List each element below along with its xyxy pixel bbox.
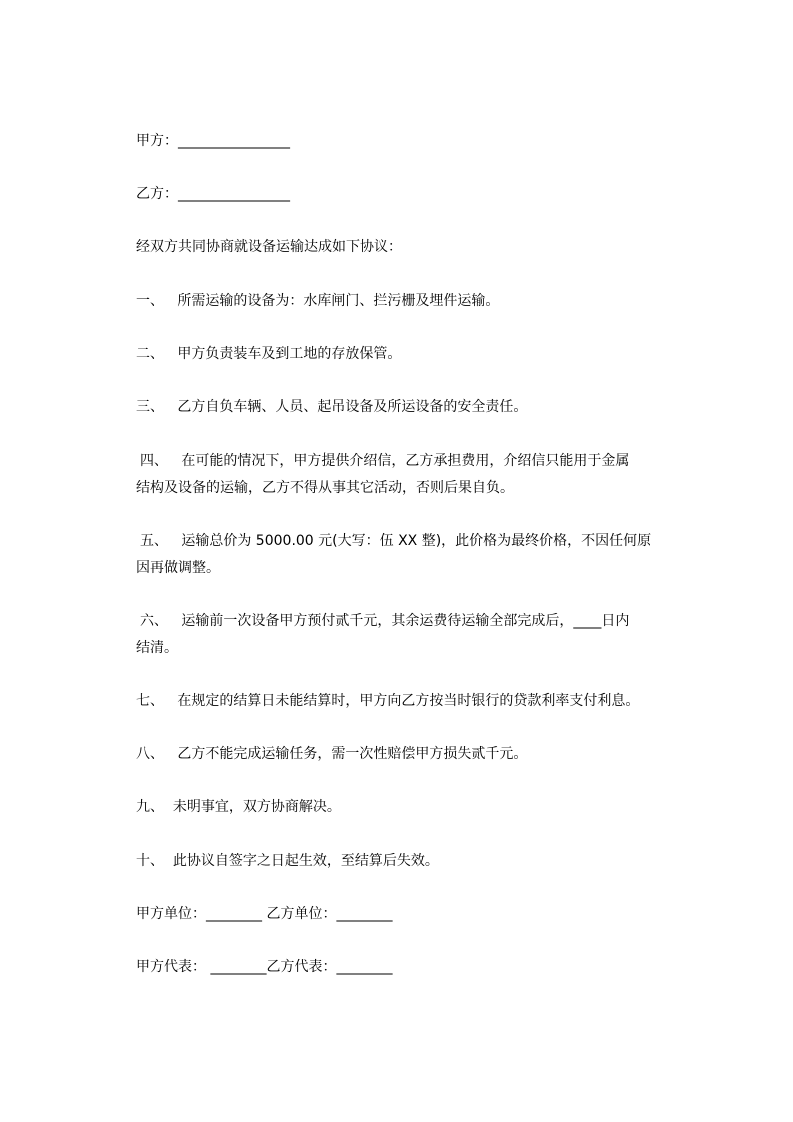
clause-text-line-2: 结构及设备的运输，乙方不得从事其它活动，否则后果自负。	[136, 480, 514, 496]
clause-2	[136, 344, 401, 364]
clause-5	[136, 531, 712, 578]
clause-text: 未明事宜，双方协商解决。	[172, 799, 341, 815]
clause-number: 七、	[136, 693, 164, 709]
clause-4	[136, 451, 712, 498]
clause-8	[136, 744, 527, 764]
party-b-line: 乙方：________________	[136, 186, 290, 202]
intro-line: 经双方共同协商就设备运输达成如下协议：	[136, 239, 402, 255]
signature-units-line: 甲方单位：________ 乙方单位：________	[136, 906, 393, 922]
clause-text-line-2: 因再做调整。	[136, 560, 220, 576]
clause-text-line-2: 结清。	[136, 640, 178, 656]
clause-text-line-1: 运输总价为 5000.00 元(大写：伍 XX 整)，此价格为最终价格，不因任何原	[181, 533, 652, 549]
clause-text: 乙方自负车辆、人员、起吊设备及所运设备的安全责任。	[177, 399, 528, 415]
clause-7	[136, 691, 639, 711]
clause-text: 在规定的结算日未能结算时，甲方向乙方按当时银行的贷款利率支付利息。	[177, 693, 640, 709]
clause-text: 甲方负责装车及到工地的存放保管。	[177, 346, 402, 362]
clause-number: 一、	[136, 293, 164, 309]
clause-number: 四、	[140, 453, 168, 469]
clause-number: 六、	[140, 613, 168, 629]
clause-10	[136, 851, 439, 871]
clause-text: 乙方不能完成运输任务，需一次性赔偿甲方损失贰千元。	[177, 746, 528, 762]
clause-1	[136, 291, 499, 311]
clause-number: 二、	[136, 346, 164, 362]
clause-text-line-1: 在可能的情况下，甲方提供介绍信，乙方承担费用，介绍信只能用于金属	[181, 453, 630, 469]
clause-text: 此协议自签字之日起生效，至结算后失效。	[172, 853, 439, 869]
party-a-line: 甲方：________________	[136, 133, 290, 149]
clause-number: 十、	[136, 853, 164, 869]
clause-number: 三、	[136, 399, 164, 415]
clause-3	[136, 397, 527, 417]
clause-6	[136, 611, 712, 658]
signature-reps-line: 甲方代表： ________乙方代表：________	[136, 959, 393, 975]
clause-number: 九、	[136, 799, 164, 815]
clause-text-line-1: 运输前一次设备甲方预付贰千元，其余运费待运输全部完成后，____日内	[181, 613, 630, 629]
clause-number: 八、	[136, 746, 164, 762]
clause-number: 五、	[140, 533, 168, 549]
clause-9	[136, 797, 341, 817]
clause-text: 所需运输的设备为：水库闸门、拦污栅及埋件运输。	[177, 293, 500, 309]
